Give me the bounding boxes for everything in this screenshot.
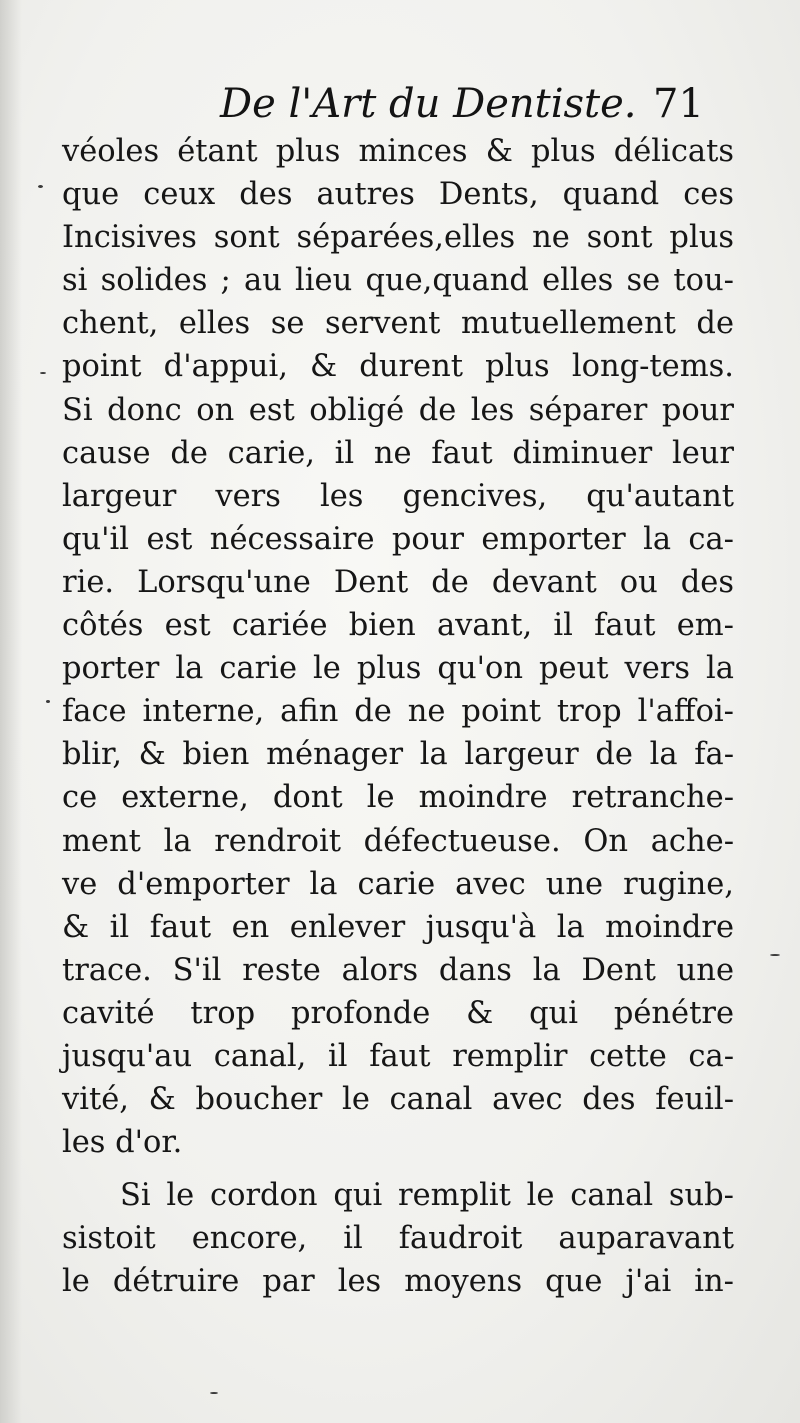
text-line: trace. S'il reste alors dans la Dent une: [62, 952, 734, 988]
text-line: côtés est cariée bien avant, il faut em-: [62, 608, 734, 644]
running-header: [60, 76, 740, 132]
text-line: Si donc on est obligé de les séparer pour: [62, 392, 734, 428]
paragraph-end-line: les d'or.: [62, 1125, 183, 1161]
text-line: porter la carie le plus qu'on peut vers la: [62, 651, 734, 687]
text-line: véoles étant plus minces & plus délicats: [62, 134, 734, 169]
text-line: blir, & bien ménager la largeur de la fa-: [62, 737, 734, 773]
text-line: qu'il est nécessaire pour emporter la ca-: [62, 521, 734, 557]
text-line: ve d'emporter la carie avec une rugine,: [62, 866, 734, 902]
ink-speck: [770, 954, 780, 956]
text-line: Incisives sont séparées,elles ne sont plus: [62, 220, 734, 256]
ink-speck: [210, 1392, 218, 1394]
ink-speck: [40, 372, 46, 374]
text-line: le détruire par les moyens que j'ai in-: [62, 1264, 734, 1300]
ink-speck: [38, 185, 43, 188]
page-gutter-shadow: [0, 0, 22, 1423]
page-number: 71: [653, 81, 704, 127]
ink-speck: [46, 700, 50, 703]
running-title: De l'Art du Dentiste.: [220, 81, 637, 127]
paragraph-start-line: Si le cordon qui remplit le canal sub-: [120, 1178, 734, 1214]
text-line: ment la rendroit défectueuse. On ache-: [62, 823, 734, 859]
text-line: jusqu'au canal, il faut remplir cette ca-: [62, 1038, 734, 1074]
text-line: ce externe, dont le moindre retranche-: [62, 780, 734, 816]
text-line: largeur vers les gencives, qu'autant: [62, 478, 734, 514]
text-line: si solides ; au lieu que,quand elles se tou-: [62, 263, 734, 299]
text-line: face interne, afin de ne point trop l'affoi-: [62, 694, 734, 730]
text-line: que ceux des autres Dents, quand ces: [62, 177, 734, 213]
text-line: & il faut en enlever jusqu'à la moindre: [62, 909, 734, 945]
text-line: chent, elles se servent mutuellement de: [62, 306, 734, 342]
text-line: rie. Lorsqu'une Dent de devant ou des: [62, 564, 734, 600]
text-line: cavité trop profonde & qui pénétre: [62, 995, 734, 1031]
text-line: vité, & boucher le canal avec des feuil-: [62, 1082, 734, 1118]
body-text: [62, 130, 734, 1304]
text-line: point d'appui, & durent plus long-tems.: [62, 349, 734, 385]
text-line: cause de carie, il ne faut diminuer leur: [62, 435, 734, 471]
text-line: sistoit encore, il faudroit auparavant: [62, 1221, 734, 1257]
